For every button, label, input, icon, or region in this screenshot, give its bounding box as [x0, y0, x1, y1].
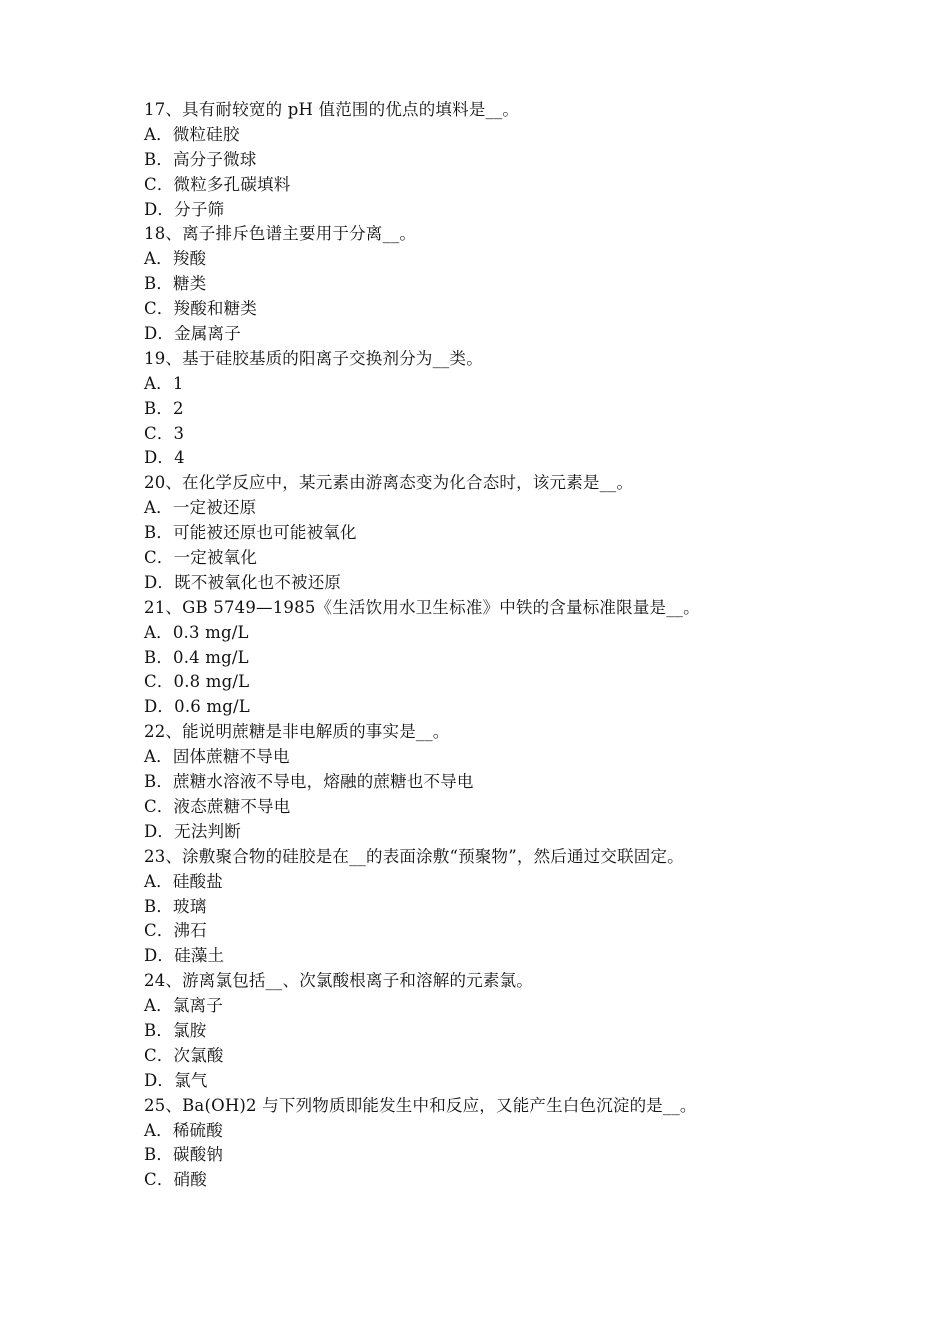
question-21: [144, 596, 844, 720]
option-d: D．硅藻土: [144, 946, 225, 966]
option-a: A．氯离子: [144, 996, 223, 1016]
question-stem: 24、游离氯包括__、次氯酸根离子和溶解的元素氯。: [144, 971, 533, 991]
option-d: D．金属离子: [144, 324, 241, 344]
option-a: A．固体蔗糖不导电: [144, 747, 290, 767]
option-b: B．玻璃: [144, 896, 207, 916]
option-c: C．硝酸: [144, 1170, 207, 1190]
question-23: [144, 845, 844, 969]
option-a: A．硅酸盐: [144, 871, 223, 891]
question-17: [144, 98, 844, 222]
question-stem: 23、涂敷聚合物的硅胶是在__的表面涂敷“预聚物”，然后通过交联固定。: [144, 846, 684, 866]
question-25: [144, 1094, 844, 1194]
option-a: A．0.3 mg/L: [144, 622, 249, 642]
question-19: [144, 347, 844, 471]
option-c: C．微粒多孔碳填料: [144, 174, 291, 194]
option-a: A．稀硫酸: [144, 1120, 223, 1140]
option-b: B．高分子微球: [144, 149, 257, 169]
option-b: B．可能被还原也可能被氧化: [144, 523, 357, 543]
option-a: A．微粒硅胶: [144, 124, 240, 144]
option-c: C．液态蔗糖不导电: [144, 796, 291, 816]
option-c: C．0.8 mg/L: [144, 672, 250, 692]
option-d: D．氯气: [144, 1070, 208, 1090]
option-c: C．羧酸和糖类: [144, 299, 258, 319]
question-22: [144, 720, 844, 844]
option-c: C．3: [144, 423, 185, 443]
option-b: B．0.4 mg/L: [144, 647, 249, 667]
question-24: [144, 969, 844, 1093]
option-c: C．一定被氧化: [144, 548, 258, 568]
option-b: B．蔗糖水溶液不导电，熔融的蔗糖也不导电: [144, 772, 474, 792]
question-stem: 17、具有耐较宽的 pH 值范围的优点的填料是__。: [144, 100, 520, 119]
document-page: [144, 98, 844, 1193]
option-b: B．氯胺: [144, 1020, 207, 1040]
option-c: C．沸石: [144, 921, 207, 941]
option-d: D．分子筛: [144, 199, 225, 219]
option-d: D．既不被氧化也不被还原: [144, 572, 342, 592]
question-stem: 25、Ba(OH)2 与下列物质即能发生中和反应，又能产生白色沉淀的是__。: [144, 1095, 697, 1115]
option-d: D．无法判断: [144, 821, 241, 841]
option-d: D．0.6 mg/L: [144, 697, 250, 717]
option-c: C．次氯酸: [144, 1045, 224, 1065]
option-a: A．1: [144, 373, 184, 393]
question-stem: 21、GB 5749—1985《生活饮用水卫生标准》中铁的含量标准限量是__。: [144, 597, 700, 617]
option-b: B．2: [144, 398, 184, 418]
question-stem: 18、离子排斥色谱主要用于分离__。: [144, 224, 417, 244]
question-stem: 19、基于硅胶基质的阳离子交换剂分为__类。: [144, 348, 483, 368]
option-a: A．羧酸: [144, 249, 207, 269]
option-b: B．糖类: [144, 274, 207, 294]
question-20: [144, 471, 844, 595]
option-b: B．碳酸钠: [144, 1145, 224, 1165]
question-stem: 22、能说明蔗糖是非电解质的事实是__。: [144, 722, 450, 742]
option-a: A．一定被还原: [144, 498, 257, 518]
question-stem: 20、在化学反应中，某元素由游离态变为化合态时，该元素是__。: [144, 473, 634, 493]
option-d: D．4: [144, 448, 185, 468]
question-18: [144, 222, 844, 346]
